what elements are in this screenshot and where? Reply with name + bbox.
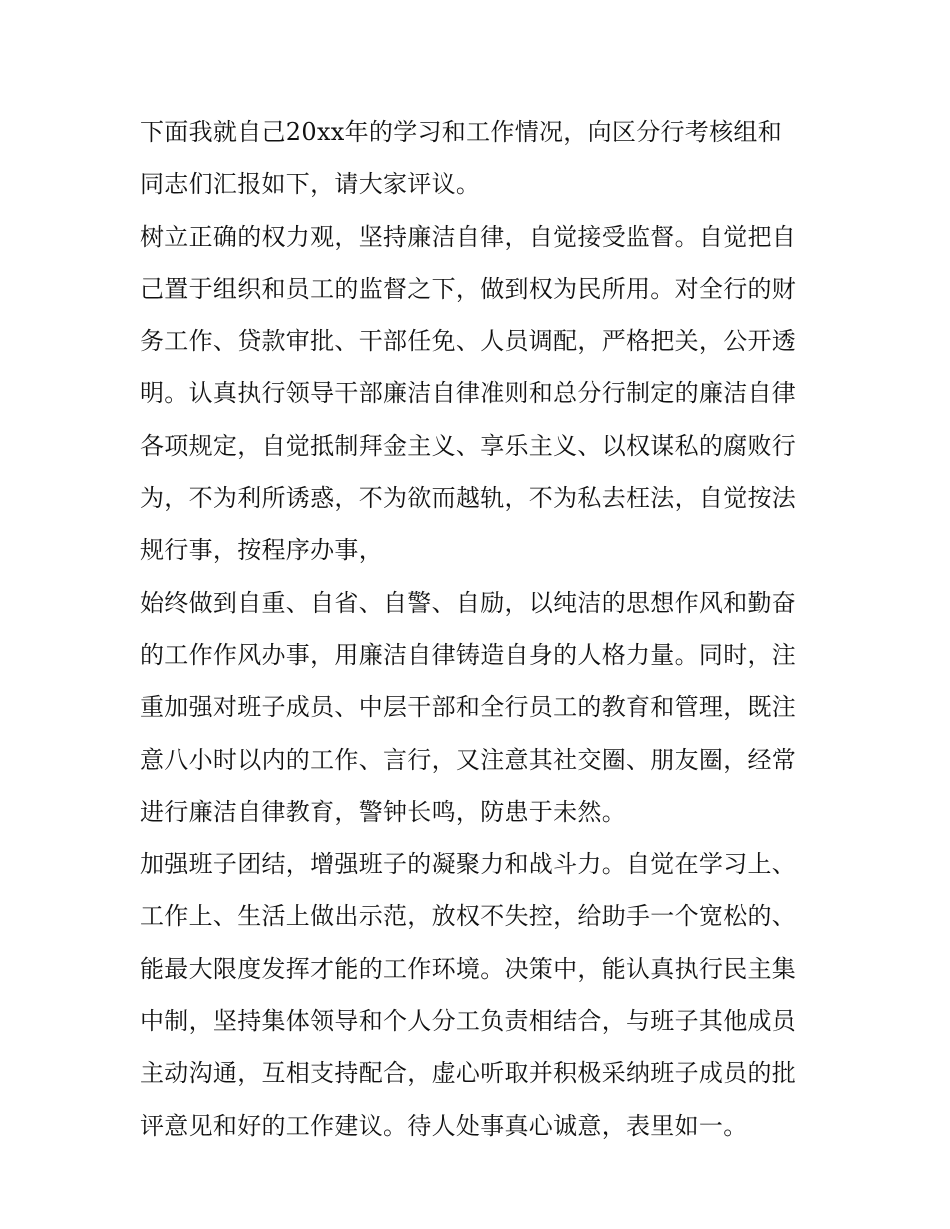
text-line: 为，不为利所诱惑，不为欲而越轨，不为私去枉法，自觉按法 [140,484,797,513]
document-body [140,106,820,1152]
text-line: 能最大限度发挥才能的工作环境。决策中，能认真执行民主集 [140,954,797,983]
text-line: 下面我就自己20xx年的学习和工作情况，向区分行考核组和 [140,118,783,146]
text-line: 的工作作风办事，用廉洁自律铸造自身的人格力量。同时，注 [140,640,797,669]
text-line: 规行事，按程序办事， [140,536,383,565]
text-line: 主动沟通，互相支持配合，虚心听取并积极采纳班子成员的批 [140,1059,797,1088]
paragraph-2 [140,211,820,577]
text-line: 进行廉洁自律教育，警钟长鸣，防患于未然。 [140,797,626,826]
text-line: 各项规定，自觉抵制拜金主义、享乐主义、以权谋私的腐败行 [140,431,797,460]
text-line: 意八小时以内的工作、言行，又注意其社交圈、朋友圈，经常 [140,745,797,774]
text-line: 中制，坚持集体领导和个人分工负责相结合，与班子其他成员 [140,1007,797,1036]
text-line: 重加强对班子成员、中层干部和全行员工的教育和管理，既注 [140,693,797,722]
paragraph-1 [140,106,820,211]
text-line: 务工作、贷款审批、干部任免、人员调配，严格把关，公开透 [140,327,797,356]
text-line: 树立正确的权力观，坚持廉洁自律，自觉接受监督。自觉把自 [140,222,797,251]
paragraph-3 [140,577,820,838]
text-line: 加强班子团结，增强班子的凝聚力和战斗力。自觉在学习上、 [140,850,797,879]
text-line: 评意见和好的工作建议。待人处事真心诚意，表里如一。 [140,1111,748,1140]
text-line: 明。认真执行领导干部廉洁自律准则和总分行制定的廉洁自律 [140,379,797,408]
text-line: 己置于组织和员工的监督之下，做到权为民所用。对全行的财 [140,274,797,303]
text-line: 工作上、生活上做出示范，放权不失控，给助手一个宽松的、 [140,902,797,931]
text-line: 同志们汇报如下，请大家评议。 [140,170,481,199]
text-line: 始终做到自重、自省、自警、自励，以纯洁的思想作风和勤奋 [140,588,797,617]
paragraph-4 [140,838,820,1152]
